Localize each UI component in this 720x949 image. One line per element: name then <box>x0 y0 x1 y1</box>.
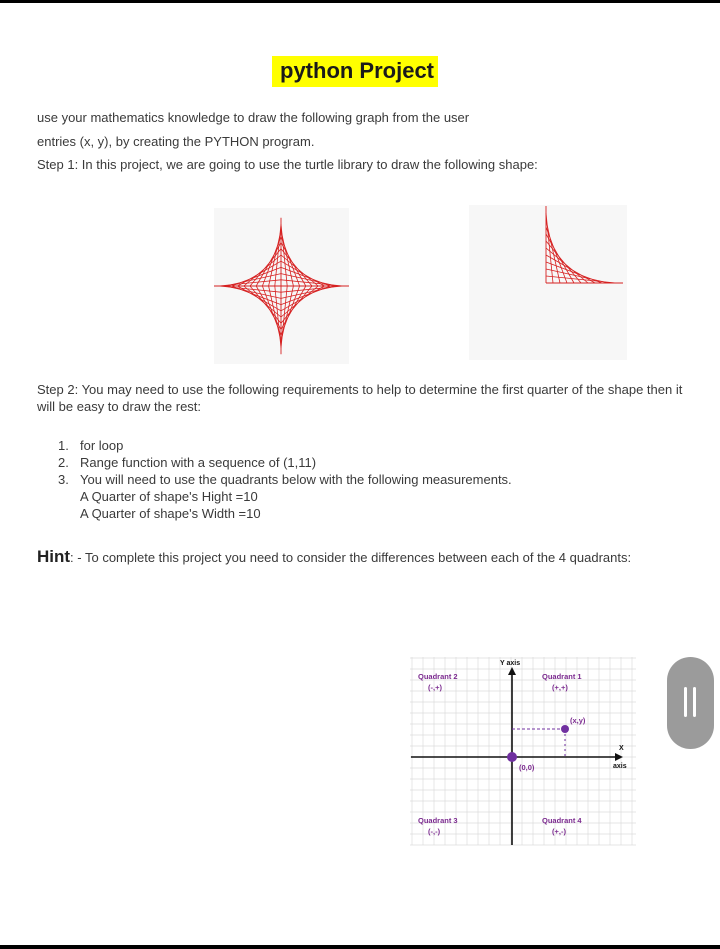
star-shape-image <box>214 208 349 364</box>
quadrant-graph <box>408 655 640 847</box>
quadrant-3-label: Quadrant 3 <box>418 816 458 825</box>
point-xy <box>561 725 569 733</box>
quadrant-4-sign: (+,-) <box>552 827 566 836</box>
page-title: python Project <box>272 56 438 87</box>
x-axis-label-2: axis <box>613 763 627 770</box>
top-border <box>0 0 720 3</box>
quadrant-4-label: Quadrant 4 <box>542 816 582 825</box>
point-label: (x,y) <box>570 716 586 725</box>
requirements-list <box>58 437 512 522</box>
quadrant-3-sign: (-,-) <box>428 827 441 836</box>
step2-text: Step 2: You may need to use the following requirements to help to determine the first quarter of the shape then it will be easy to draw the rest: <box>37 382 683 414</box>
hint-paragraph: Hint: - To complete this project you need to consider the differences between each of the 4 quadrants: <box>37 547 632 566</box>
quadrant-1-sign: (+,+) <box>552 683 568 692</box>
list-item: 3. You will need to use the quadrants below with the following measurements. <box>58 472 512 487</box>
origin-point <box>507 752 517 762</box>
x-axis-label: X <box>619 745 624 752</box>
bottom-border <box>0 945 720 949</box>
quadrant-1-label: Quadrant 1 <box>542 672 582 681</box>
grip-line-icon <box>684 687 687 717</box>
intro-line-2: entries (x, y), by creating the PYTHON program. <box>37 134 315 149</box>
grip-line-icon <box>693 687 696 717</box>
measurement-height: A Quarter of shape's Hight =10 <box>80 489 258 504</box>
hint-label: Hint <box>37 547 71 566</box>
quarter-shape-image <box>469 205 627 360</box>
step1-text: Step 1: In this project, we are going to use the turtle library to draw the following shape: <box>37 157 538 172</box>
intro-line-1: use your mathematics knowledge to draw the following graph from the user <box>37 110 470 125</box>
quadrant-2-label: Quadrant 2 <box>418 672 458 681</box>
origin-label: (0,0) <box>519 763 535 772</box>
x-axis-arrow-icon <box>615 753 623 761</box>
quadrant-2-sign: (-,+) <box>428 683 442 692</box>
list-item: 2. Range function with a sequence of (1,11) <box>58 455 317 470</box>
y-axis-label: Y axis <box>500 660 521 667</box>
list-item: 1. for loop <box>58 438 124 453</box>
measurement-width: A Quarter of shape's Width =10 <box>80 506 261 521</box>
scroll-handle[interactable] <box>667 657 714 749</box>
y-axis-arrow-icon <box>508 667 516 675</box>
